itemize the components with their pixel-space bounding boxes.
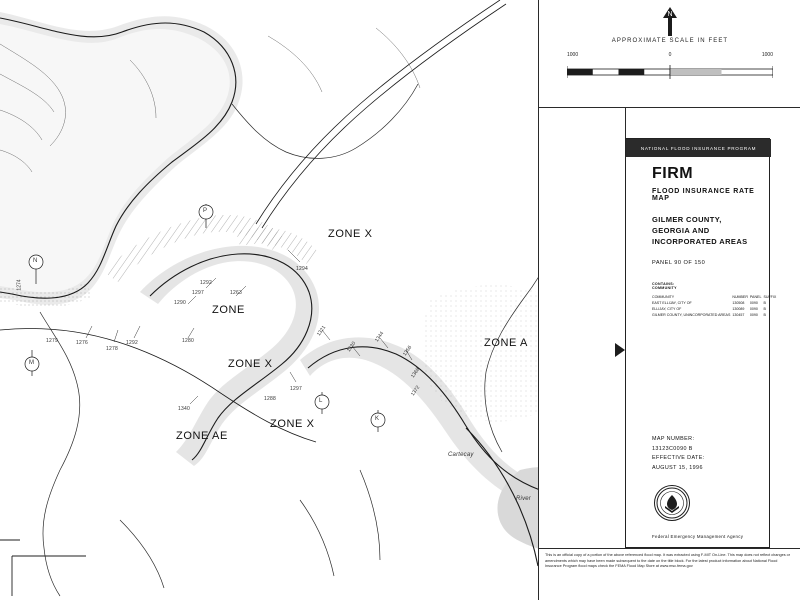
elevation-label: 1330 <box>345 340 358 354</box>
zone-label: ZONE A <box>484 337 528 349</box>
elevation-label: 1368 <box>409 366 422 380</box>
river-name-label: Cartecay <box>448 452 474 458</box>
scale-label-right: 1000 <box>761 52 773 58</box>
elevation-label: 1340 <box>178 406 190 412</box>
county-line-3: INCORPORATED AREAS <box>652 236 748 246</box>
scale-block <box>538 0 800 108</box>
firm-subtitle: FLOOD INSURANCE RATE MAP <box>652 188 755 202</box>
county-line-2: GEORGIA AND <box>652 225 710 235</box>
elevation-label: 1288 <box>264 396 276 402</box>
elevation-label: 1290 <box>174 300 186 306</box>
elevation-label: 1292 <box>200 280 212 286</box>
map-number-value: 13123C0090 B <box>652 445 693 452</box>
firm-county <box>652 215 761 248</box>
index-col-community: COMMUNITY <box>652 294 675 299</box>
elevation-label: 1292 <box>126 340 138 346</box>
zone-label: ZONE X <box>328 228 373 240</box>
index-cell: B <box>763 312 766 317</box>
cross-section-marker: P <box>203 208 208 214</box>
elevation-label: 1278 <box>106 346 118 352</box>
elevation-label: 1280 <box>182 338 194 344</box>
index-cell: 130457 <box>732 312 745 317</box>
fema-seal-icon <box>654 485 690 521</box>
disclaimer-text: This is an official copy of a portion of the above referenced flood map. It was extracted using F-MIT On-Line. This map does not reflect changes or amendments which may have been made subsequent to the date on the title block. For the latest product information about National Flood Insurance Program flood maps check the FEMA Flood Map Store at www.msc.fema.gov <box>538 548 800 600</box>
table-row <box>652 312 778 318</box>
cross-section-marker: N <box>33 258 38 264</box>
elevation-label: 1294 <box>296 266 308 272</box>
index-cell: 0090 <box>749 312 758 317</box>
community-index-table <box>652 294 778 318</box>
firm-title-block <box>538 108 800 548</box>
index-cell: B <box>763 300 766 305</box>
effective-date-label: EFFECTIVE DATE: <box>652 455 705 462</box>
north-arrow-icon <box>657 6 683 38</box>
index-col-panel: PANEL <box>749 294 762 299</box>
elevation-label: 1274 <box>16 279 23 291</box>
scale-caption: APPROXIMATE SCALE IN FEET <box>611 38 729 44</box>
zone-label: ZONE X <box>228 358 273 370</box>
elevation-label: 1263 <box>230 290 242 296</box>
map-number-block <box>652 435 705 473</box>
index-cell: 0090 <box>749 300 758 305</box>
elevation-label: 1356 <box>401 344 414 358</box>
river-name-label: River <box>516 496 532 502</box>
index-cell: EAST ELLIJAY, CITY OF <box>652 300 692 305</box>
scale-tick-labels <box>567 52 773 64</box>
panel-pointer-icon <box>615 343 625 357</box>
index-header-2: COMMUNITY <box>652 285 677 290</box>
scale-label-left: 1000 <box>567 52 579 58</box>
map-number-label: MAP NUMBER: <box>652 436 695 443</box>
index-col-suffix: SUFFIX <box>763 294 777 299</box>
svg-text:N: N <box>667 11 673 18</box>
community-index <box>652 281 777 318</box>
index-cell: GILMER COUNTY, UNINCORPORATED AREAS <box>652 312 731 317</box>
index-cell: B <box>763 306 766 311</box>
elevation-label: 1321 <box>315 324 328 338</box>
elevation-label: 1297 <box>290 386 302 392</box>
firm-title: FIRM <box>652 165 694 182</box>
zone-label: ZONE AE <box>176 430 228 442</box>
index-cell: 130508 <box>732 300 745 305</box>
elevation-label: 1276 <box>76 340 88 346</box>
index-cell: 0090 <box>749 306 758 311</box>
elevation-label: 1297 <box>192 290 204 296</box>
index-cell: ELLIJAY, CITY OF <box>652 306 682 311</box>
index-cell: 130089 <box>732 306 745 311</box>
scale-bar-graphic <box>567 64 773 82</box>
scale-label-center: 0 <box>668 52 672 58</box>
zone-label: ZONE <box>212 304 245 316</box>
cross-section-marker: K <box>375 416 380 422</box>
title-panel <box>538 0 800 600</box>
effective-date-value: AUGUST 15, 1996 <box>652 464 703 471</box>
elevation-label: 1279 <box>46 338 58 344</box>
panel-of-label: PANEL 90 OF 150 <box>652 259 706 266</box>
index-col-number: NUMBER <box>732 294 748 299</box>
zone-label: ZONE X <box>270 418 315 430</box>
index-header-1: CONTAINS: <box>652 281 675 286</box>
fema-agency-label: Federal Emergency Management Agency <box>652 534 744 539</box>
cross-section-marker: M <box>29 360 35 366</box>
cross-section-marker: L <box>319 398 323 404</box>
nfip-band: NATIONAL FLOOD INSURANCE PROGRAM <box>626 139 771 157</box>
elevation-label: 1344 <box>373 330 386 344</box>
county-line-1: GILMER COUNTY, <box>652 215 722 224</box>
elevation-label: 1372 <box>409 384 422 398</box>
firm-card <box>625 138 777 548</box>
scale-bar <box>567 52 773 86</box>
